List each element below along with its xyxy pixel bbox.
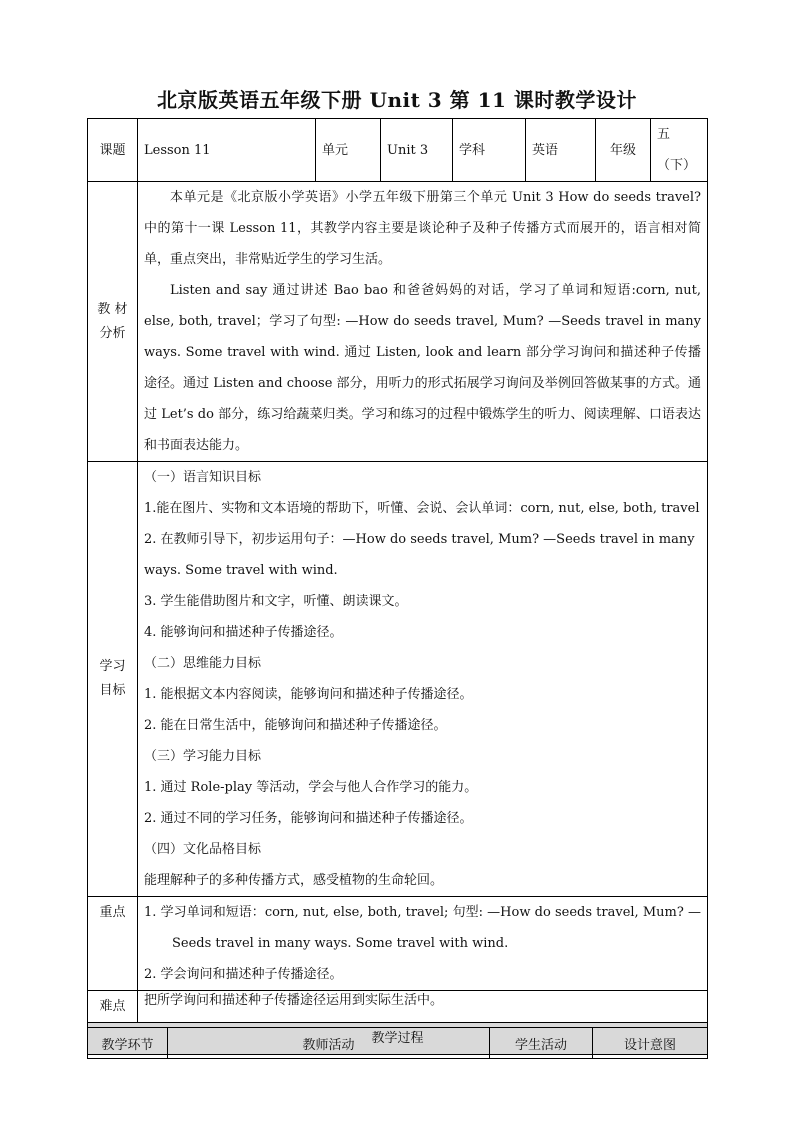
- goals-label: [88, 462, 138, 897]
- analysis-label-line1: 教 材: [97, 301, 128, 317]
- difficulty-label: 难点: [88, 991, 138, 1023]
- goals-label-line1: 学习: [99, 659, 126, 674]
- goals-content: [138, 462, 708, 897]
- key-points-label: 重点: [88, 897, 138, 991]
- process-col-step: 教学环节: [88, 1028, 168, 1059]
- document-title: 北京版英语五年级下册 Unit 3 第 11 课时教学设计: [157, 88, 637, 112]
- goal-line: （三）学习能力目标: [144, 749, 262, 764]
- goal-line: 1. 能根据文本内容阅读，能够询问和描述种子传播途径。: [144, 687, 473, 702]
- analysis-content: [138, 182, 708, 462]
- lesson-plan-table: [87, 118, 708, 1055]
- analysis-row: [88, 182, 708, 462]
- subject-label: 学科: [453, 119, 526, 182]
- process-header-table: [87, 1027, 708, 1059]
- unit-value: Unit 3: [381, 119, 453, 182]
- key-point-item-2: 2. 学会询问和描述种子传播途径。: [144, 967, 343, 982]
- goal-line: 4. 能够询问和描述种子传播途径。: [144, 625, 343, 640]
- subject-value: 英语: [526, 119, 596, 182]
- topic-value: Lesson 11: [138, 119, 316, 182]
- goal-line: 1. 通过 Role-play 等活动，学会与他人合作学习的能力。: [144, 780, 478, 795]
- header-row: [88, 119, 708, 182]
- grade-value: 五（下）: [651, 119, 708, 182]
- analysis-paragraph-2: Listen and say 通过讲述 Bao bao 和爸爸妈妈的对话，学习了单词和短语:corn, nut, else, both, travel；学习了句型: —How do seeds travel, Mum? —Seeds travel in many ways. Some travel with wind. 通过 Listen, look and learn 部分学习询问和描述种子传播途径。通过 Listen and choose 部分，用听力的形式拓展学习询问及举例回答做某事的方式。通过 Let’s do 部分，练习给蔬菜归类。学习和练习的过程中锻炼学生的听力、阅读理解、口语表达和书面表达能力。: [144, 283, 701, 453]
- unit-label: 单元: [316, 119, 381, 182]
- goal-line: 2. 通过不同的学习任务，能够询问和描述种子传播途径。: [144, 811, 473, 826]
- goal-line: （一）语言知识目标: [144, 470, 262, 485]
- analysis-label: [88, 182, 138, 462]
- process-col-student: 学生活动: [490, 1028, 593, 1059]
- process-heading: 教学过程: [88, 1023, 708, 1055]
- topic-label: 课题: [88, 119, 138, 182]
- difficulty-row: [88, 991, 708, 1023]
- goal-line: 2. 能在日常生活中，能够询问和描述种子传播途径。: [144, 718, 447, 733]
- goal-line: 3. 学生能借助图片和文字，听懂、朗读课文。: [144, 594, 408, 609]
- analysis-paragraph-1: 本单元是《北京版小学英语》小学五年级下册第三个单元 Unit 3 How do seeds travel? 中的第十一课 Lesson 11，其教学内容主要是谈论种子及种子传播方式而展开的，语言相对简单，重点突出，非常贴近学生的学习生活。: [144, 190, 701, 267]
- key-points-row: [88, 897, 708, 991]
- process-col-teacher: 教师活动: [168, 1028, 490, 1059]
- key-point-item-1: 1. 学习单词和短语：corn, nut, else, both, travel; 句型: —How do seeds travel, Mum? —Seeds travel in many ways. Some travel with wind.: [144, 905, 701, 951]
- grade-label: 年级: [596, 119, 651, 182]
- analysis-label-line2: 分析: [99, 325, 126, 341]
- goal-line: （二）思维能力目标: [144, 656, 262, 671]
- goals-label-line2: 目标: [99, 683, 126, 698]
- goal-line: 1.能在图片、实物和文本语境的帮助下，听懂、会说、会认单词：corn, nut, else, both, travel: [144, 501, 700, 516]
- process-columns-row: [88, 1028, 708, 1059]
- goal-line: 2. 在教师引导下，初步运用句子：—How do seeds travel, Mum? —Seeds travel in many ways. Some travel with wind.: [144, 532, 695, 578]
- goal-line: （四）文化品格目标: [144, 842, 262, 857]
- difficulty-content: 把所学询问和描述种子传播途径运用到实际生活中。: [138, 991, 708, 1023]
- process-col-intent: 设计意图: [593, 1028, 708, 1059]
- key-points-content: [138, 897, 708, 991]
- goals-row: [88, 462, 708, 897]
- goal-line: 能理解种子的多种传播方式，感受植物的生命轮回。: [144, 873, 444, 888]
